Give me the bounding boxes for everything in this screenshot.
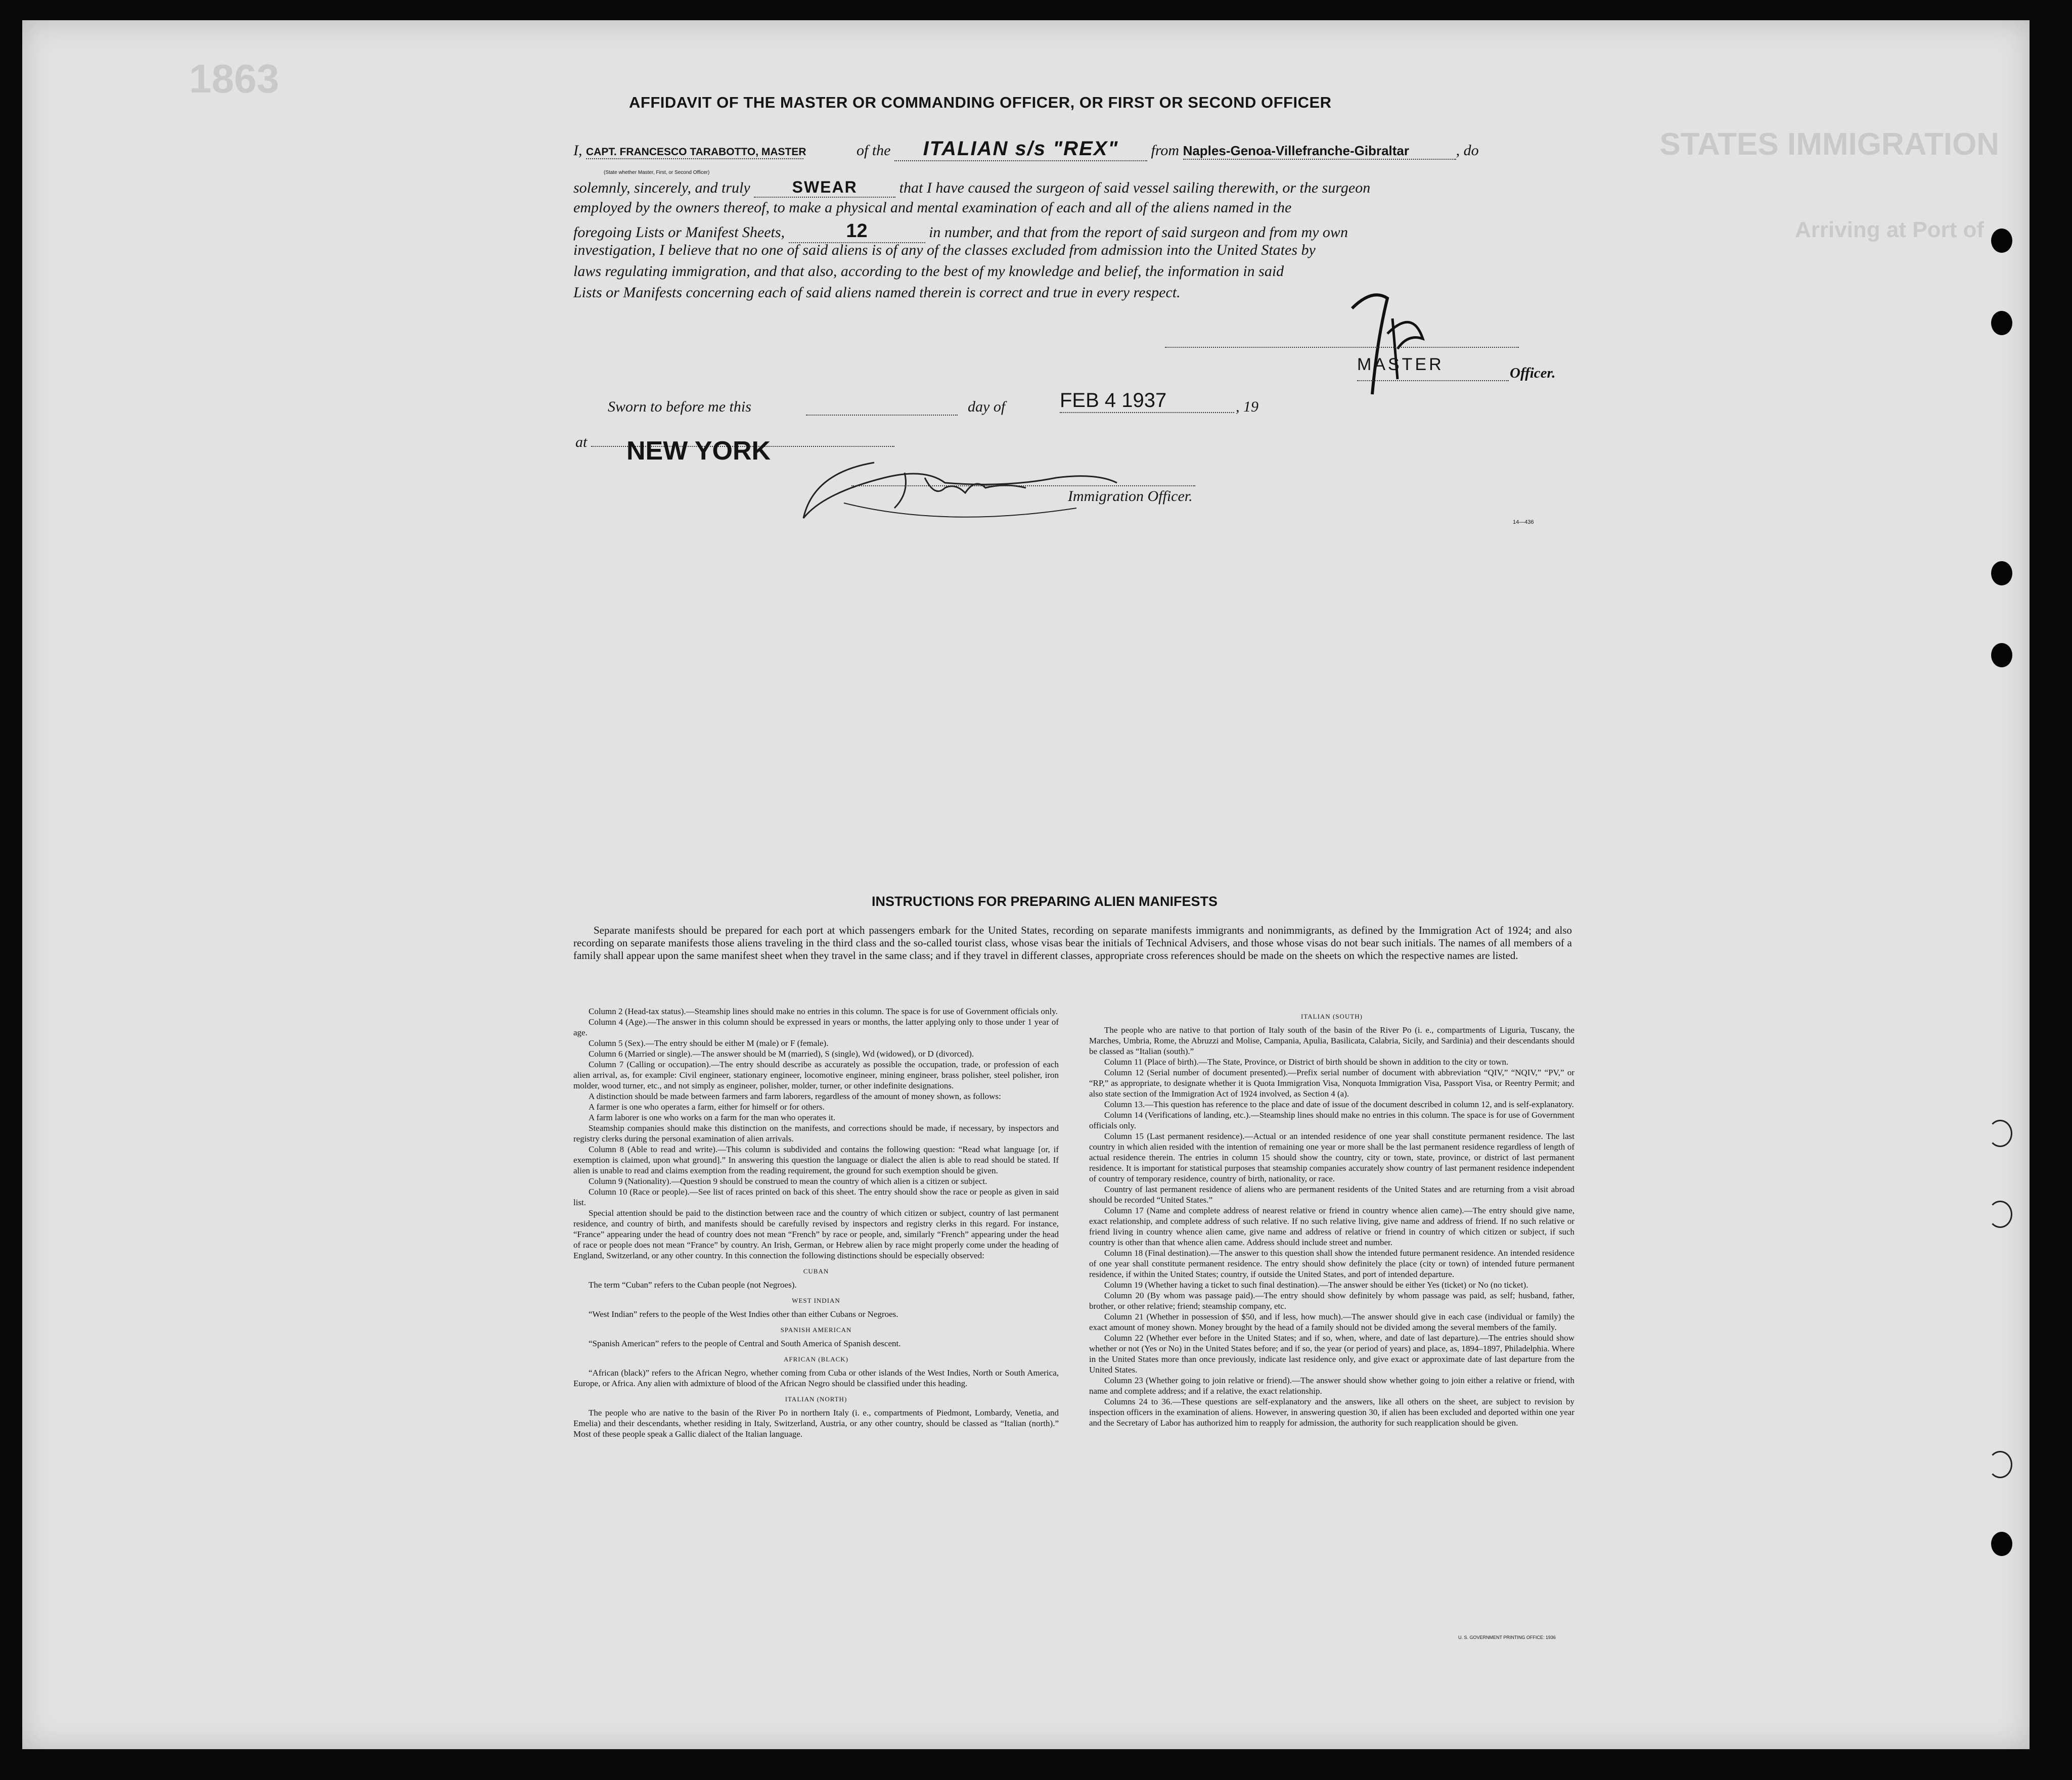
instruction-paragraph: Column 17 (Name and complete address of nearest relative or friend in country whence alien came).—The entry should give name, exact relationship, and complete address of such relative. If no such relative living, give name and address of friend. If no such relative or friend living in country whence alien came, give name and address of relative or friend in country of which citizen or subject, if such country is other than that whence alien came. Address should include street and number. — [1089, 1206, 1574, 1247]
instruction-paragraph: Column 13.—This question has reference to the place and date of issue of the document described in column 12, and is self-explanatory. — [1104, 1100, 1574, 1109]
master-stamp: MASTER — [1357, 355, 1444, 374]
bleed-through-text: STATES IMMIGRATION — [1659, 127, 1999, 162]
affidavit-title: AFFIDAVIT OF THE MASTER OR COMMANDING OFFICER, OR FIRST OR SECOND OFFICER — [629, 94, 1332, 111]
instruction-paragraph: Column 18 (Final destination).—The answer to this question shall show the intended future permanent residence. An intended residence of one year shall constitute permanent residence. The entry should show definitely the place (city or town) of intended future permanent residence, if within the United States; country, if outside the United States, and port of intended departure. — [1089, 1248, 1574, 1279]
master-signature-line — [1165, 347, 1519, 348]
state-note: (State whether Master, First, or Second Officer) — [604, 170, 710, 175]
affidavit-line-6: laws regulating immigration, and that also, according to the best of my knowledge and belief, the information in said — [573, 263, 1284, 280]
year-prefix: , 19 — [1236, 398, 1258, 415]
affidavit-line-1 — [573, 138, 1567, 161]
punch-hole — [1991, 561, 2012, 585]
punch-hole — [1988, 1201, 2012, 1228]
immigration-officer-line — [851, 485, 1195, 486]
bleed-through-text: 1863 — [189, 56, 279, 101]
instructions-intro: Separate manifests should be prepared for each port at which passengers embark for the United States, recording on separate manifests immigrants and nonimmigrants, as defined by the Immigration Act of 1924; and also recording on separate manifests those aliens traveling in the third class and the so-called tourist class, whose visas bear the initials of Technical Advisers, and those whose visas do not bear such initials. The names of all members of a family shall appear upon the same manifest sheet when they travel in the same class; and if they travel in different classes, appropriate cross references should be made on the sheets on which the respective names are listed. — [573, 924, 1572, 962]
instruction-paragraph: Column 2 (Head-tax status).—Steamship lines should make no entries in this column. The space is for use of Government officials only. — [589, 1007, 1058, 1016]
instruction-paragraph: Country of last permanent residence of aliens who are permanent residents of the United States and are returning from a visit abroad should be recorded “United States.” — [1089, 1184, 1574, 1205]
instruction-paragraph: Columns 24 to 36.—These questions are self-explanatory and the answers, like all others on the sheet, are subject to revision by inspection officers in the examination of aliens. However, in answering question 30, if alien has been excluded and deported within one year and the Secretary of Labor has authorized him to reapply for admission, the authority for such reapplication should be given. — [1089, 1397, 1574, 1428]
definition-text: The people who are native to the basin of the River Po in northern Italy (i. e., compartments of Piedmont, Lombardy, Venetia, and Emelia) and their descendants, whether residing in Italy, Switzerland, Austria, or any other country, should be classed as “Italian (north).” Most of these people speak a Gallic dialect of the Italian language. — [573, 1408, 1059, 1439]
swear-stamp: SWEAR — [754, 178, 895, 198]
instruction-paragraph: Column 11 (Place of birth).—The State, Province, or District of birth should be shown in addition to the city or town. — [1104, 1057, 1509, 1067]
affidavit-line-3: employed by the owners thereof, to make a physical and mental examination of each and all of the aliens named in the — [573, 199, 1292, 216]
affidavit-line-4: foregoing Lists or Manifest Sheets, 12 in number, and that from the report of said surgeon and from my own — [573, 220, 1567, 243]
punch-hole — [1991, 643, 2012, 667]
definition-text: “African (black)” refers to the African Negro, whether coming from Cuba or other islands of the West Indies, North or South America, Europe, or Africa. Any alien with admixture of blood of the African Negro should be classified under this heading. — [573, 1368, 1059, 1388]
punch-hole — [1991, 311, 2012, 335]
sworn-day-dots — [806, 415, 958, 416]
affidavit-line-5: investigation, I believe that no one of said aliens is of any of the classes excluded from admission into the United States by — [573, 242, 1316, 258]
sworn-text: Sworn to before me this — [608, 398, 751, 415]
document-sheet — [22, 20, 2030, 1749]
definition-heading: SPANISH AMERICAN — [780, 1326, 852, 1334]
instruction-paragraph: Column 22 (Whether ever before in the United States; and if so, when, where, and date of last departure).—The entries should show whether or not (Yes or No) in the United States before; and if so, the year (or period of years) and place, as, 1894–1897, Philadelphia. Where in the United States more than once previously, indicate last residence only, and give exact or approximate date of last departure from the United States. — [1089, 1333, 1574, 1375]
gpo-imprint: U. S. GOVERNMENT PRINTING OFFICE: 1936 — [1458, 1635, 1556, 1640]
instruction-paragraph: Column 15 (Last permanent residence).—Actual or an intended residence of one year shall constitute permanent residence. The last country in which alien resided with the intention of remaining one year or more shall be the last permanent residence regardless of length of actual residence therein. The entries in column 15 should show the country, city or town, state, province, or district of last permanent residence. It is important for statistical purposes that steamship companies accurately show country of last permanent residence independent of country of temporary residence, country of birth, nationality, or race. — [1089, 1131, 1574, 1183]
punch-hole — [1988, 1120, 2012, 1147]
instruction-paragraph: Steamship companies should make this distinction on the manifests, and corrections should be made, if necessary, by inspectors and registry clerks during the personal examination of alien arrivals. — [573, 1123, 1059, 1144]
instruction-paragraph: Column 12 (Serial number of document presented).—Prefix serial number of document with abbreviation “QIV,” “NQIV,” “PV,” or “RP,” as appropriate, to designate whether it is Quota Immigration Visa, Nonquota Immigration Visa, Passport Visa, or Reentry Permit; and also state section of the Immigration Act of 1924 involved, as Section 4 (a). — [1089, 1068, 1574, 1099]
i-text: I, — [573, 142, 582, 159]
punch-hole — [1991, 1532, 2012, 1556]
definition-text: “Spanish American” refers to the people of Central and South America of Spanish descent. — [589, 1339, 901, 1348]
instructions-title: INSTRUCTIONS FOR PREPARING ALIEN MANIFESTS — [872, 894, 1218, 909]
instruction-paragraph: A farm laborer is one who works on a farm for the man who operates it. — [589, 1113, 836, 1122]
punch-hole — [1991, 229, 2012, 253]
ship-name: ITALIAN s/s "REX" — [894, 138, 1147, 161]
do-text: , do — [1456, 142, 1479, 159]
day-of-text: day of — [968, 398, 1006, 415]
instruction-paragraph: Column 20 (By whom was passage paid).—The entry should show definitely by whom passage was paid, as self; husband, father, brother, or other relative; friend; steamship company, etc. — [1089, 1291, 1574, 1311]
at-text: at — [575, 434, 588, 450]
definition-heading: CUBAN — [803, 1267, 829, 1275]
definition-heading: AFRICAN (BLACK) — [783, 1355, 849, 1363]
instruction-paragraph: The people who are native to that portion of Italy south of the basin of the River Po (i. e., compartments of Liguria, Tuscany, the Marches, Umbria, Rome, the Abruzzi and Molise, Campania, Apulia, Basilicata, Calabria, Sicily, and Sardinia) and their descendants should be classed as “Italian (south).” — [1089, 1025, 1574, 1056]
form-number: 14—436 — [1513, 519, 1534, 525]
instruction-paragraph: Column 5 (Sex).—The entry should be either M (male) or F (female). — [589, 1038, 829, 1048]
place-stamp: NEW YORK — [626, 436, 771, 466]
instruction-paragraph: Column 7 (Calling or occupation).—The entry should describe as accurately as possible the occupation, trade, or profession of each alien arrival, as, for example: Civil engineer, stationary engineer, locomotive engineer, mining engineer, brass polisher, steel polisher, iron molder, wood turner, etc., and not simply as engineer, polisher, molder, turner, or other indefinite designations. — [573, 1060, 1059, 1090]
instruction-paragraph: Column 19 (Whether having a ticket to such final destination).—The answer should be either Yes (ticket) or No (no ticket). — [1104, 1280, 1528, 1290]
instruction-paragraph: Column 6 (Married or single).—The answer should be M (married), S (single), Wd (widowed), or D (divorced). — [589, 1049, 974, 1059]
instruction-paragraph: Special attention should be paid to the distinction between race and the country of which citizen or subject, country of last permanent residence, and country of birth, and manifests should be carefully revised by inspectors and registry clerks in this regard. For instance, “France” appearing under the head of country does not mean “French” by race or people, and, similarly “French” appearing under the head of race or people does not mean “France” by country. An Irish, German, or Hebrew alien by race might properly come under the heading of England, Switzerland, or any other country. In this connection the following distinctions should be especially observed: — [573, 1208, 1059, 1260]
affidavit-line-7: Lists or Manifests concerning each of said aliens named therein is correct and true in every respect. — [573, 284, 1181, 301]
definition-text: “West Indian” refers to the people of the West Indies other than either Cubans or Negroes. — [589, 1309, 898, 1319]
instruction-paragraph: Column 23 (Whether going to join relative or friend).—The answer should show whether going to join either a relative or friend, with name and complete address; and if a relative, the exact relationship. — [1089, 1376, 1574, 1396]
master-signature — [1342, 278, 1438, 399]
of-the-text: of the — [857, 142, 891, 159]
instructions-left-column — [573, 1006, 1059, 1439]
instruction-paragraph: A farmer is one who operates a farm, either for himself or for others. — [589, 1102, 825, 1112]
definition-heading: ITALIAN (SOUTH) — [1301, 1013, 1363, 1020]
definition-text: The term “Cuban” refers to the Cuban people (not Negroes). — [589, 1280, 797, 1290]
definition-heading: ITALIAN (NORTH) — [785, 1395, 847, 1403]
ports: Naples-Genoa-Villefranche-Gibraltar — [1183, 143, 1456, 160]
instruction-paragraph: Column 9 (Nationality).—Question 9 should be construed to mean the country of which alien is a citizen or subject. — [589, 1176, 987, 1186]
officer-name: CAPT. FRANCESCO TARABOTTO, MASTER — [586, 146, 803, 159]
affidavit-line-2: solemnly, sincerely, and truly SWEAR that I have caused the surgeon of said vessel sailing therewith, or the surgeon — [573, 178, 1567, 198]
sworn-date: FEB 4 1937 — [1060, 389, 1234, 413]
instruction-paragraph: Column 14 (Verifications of landing, etc.).—Steamship lines should make no entries in this column. The space is for use of Government officials only. — [1089, 1110, 1574, 1130]
instruction-paragraph: Column 8 (Able to read and write).—This column is subdivided and contains the following question: “Read what language [or, if exemption is claimed, upon what ground].” In answering this question the language or dialect the alien is able to read should be stated. If alien is unable to read and claims exemption from the reading requirement, the ground for such exemption should be given. — [573, 1145, 1059, 1175]
instruction-paragraph: Column 4 (Age).—The answer in this column should be expressed in years or months, the latter applying only to those under 1 year of age. — [573, 1017, 1059, 1037]
instruction-paragraph: Column 10 (Race or people).—See list of races printed on back of this sheet. The entry should show the race or people as given in said list. — [573, 1187, 1059, 1207]
immigration-officer-label: Immigration Officer. — [1068, 488, 1193, 505]
definition-heading: WEST INDIAN — [792, 1297, 840, 1304]
bleed-through-text: Arriving at Port of — [1794, 217, 1984, 242]
instruction-paragraph: A distinction should be made between farmers and farm laborers, regardless of the amount of money shown, as follows: — [589, 1091, 1001, 1101]
from-text: from — [1151, 142, 1180, 159]
punch-hole — [1988, 1451, 2012, 1478]
master-dots — [1357, 380, 1509, 381]
officer-label: Officer. — [1510, 365, 1556, 381]
instructions-right-column — [1089, 1006, 1574, 1428]
instruction-paragraph: Column 21 (Whether in possession of $50, and if less, how much).—The answer should give in each case (individual or family) the exact amount of money shown. Money brought by the head of a family should not be divided among the several members of the family. — [1089, 1312, 1574, 1332]
sheet-count: 12 — [789, 220, 925, 243]
